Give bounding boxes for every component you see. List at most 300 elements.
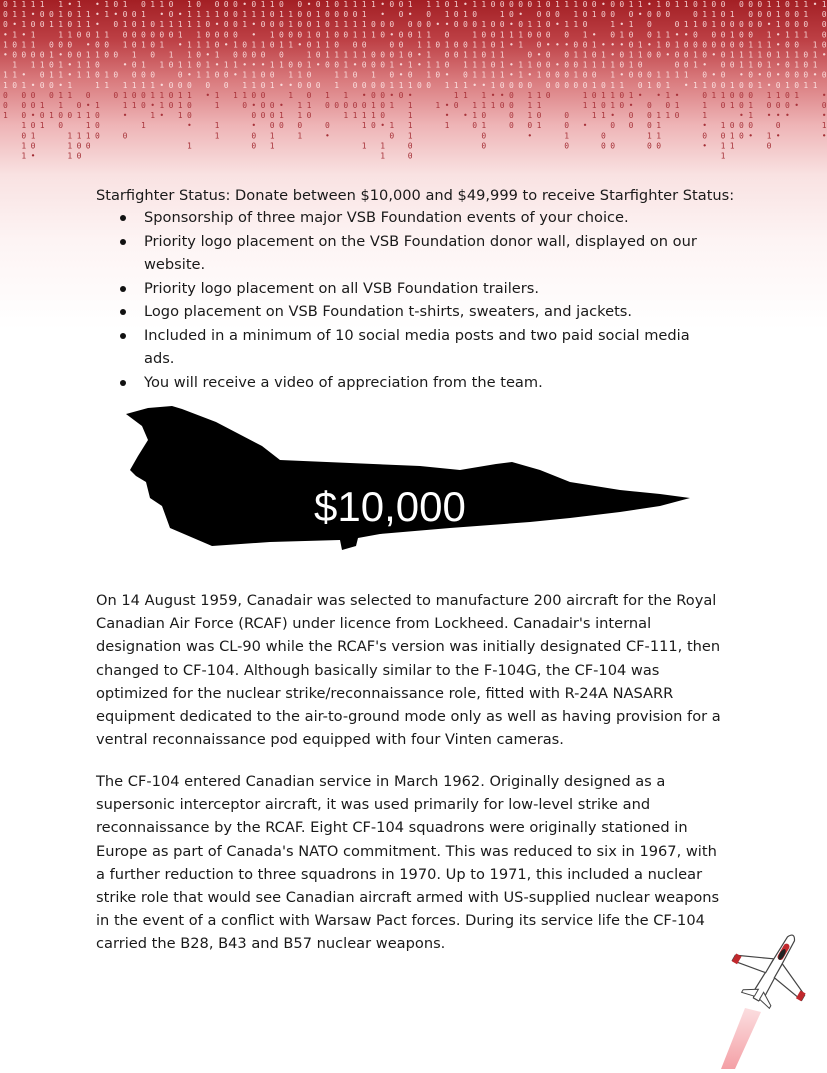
binary-digit: 0 [509,10,514,20]
binary-digit: 1 [85,121,91,131]
binary-digit: 1 [122,0,128,9]
binary-digit: 0 [361,80,367,90]
binary-digit: 0 [21,131,27,141]
binary-digit: • [95,20,100,30]
binary-digit: 1 [76,131,82,141]
binary-digit: 1 [720,151,726,161]
binary-digit: 1 [674,101,680,110]
binary-digit: 1 [481,101,487,110]
binary-digit: 1 [591,60,597,70]
binary-digit: 0 [242,50,248,60]
binary-digit: 0 [619,60,625,70]
binary-digit: 0 [260,80,266,90]
binary-digit: • [389,90,395,100]
binary-digit: 0 [711,30,717,40]
binary-digit: 0 [371,60,376,70]
binary-digit: 1 [812,60,818,70]
binary-digit: 1 [288,90,294,100]
binary-digit: 1 [683,0,689,9]
binary-digit: 0 [407,151,413,161]
binary-digit: 0 [21,101,27,110]
binary-digit: 0 [30,90,36,100]
binary-digit: 1 [150,0,156,9]
binary-digit: • [444,111,450,121]
binary-digit: 1 [407,101,413,110]
binary-digit: 1 [472,70,478,80]
binary-digit: 0 [647,20,652,30]
binary-digit: 1 [306,60,312,70]
binary-digit: 1 [794,30,800,40]
binary-digit: 1 [297,111,303,121]
binary-digit: • [325,131,330,141]
binary-digit: 0 [371,90,376,100]
binary-digit: 1 [628,50,634,60]
binary-digit: • [766,80,772,90]
binary-digit: 1 [775,50,781,60]
binary-digit: 1 [141,40,146,50]
binary-digit: • [214,20,220,30]
binary-digit: 1 [21,40,27,50]
binary-digit: 1 [30,131,36,141]
binary-digit: 1 [233,60,238,70]
binary-digit: 0 [141,90,146,100]
binary-digit: • [499,90,505,100]
binary-digit: 0 [67,40,73,50]
binary-digit: 0 [389,70,395,80]
binary-digit: 0 [343,30,349,40]
binary-digit: 1 [58,60,64,70]
binary-digit: 1 [380,151,386,161]
binary-digit: 0 [803,70,809,80]
binary-digit: 0 [628,121,634,131]
binary-digit: 1 [444,121,450,131]
binary-digit: 0 [729,90,735,100]
binary-digit: 1 [601,111,606,121]
binary-digit: 0 [702,20,708,30]
binary-digit: 0 [113,90,119,100]
binary-digit: 1 [720,141,726,151]
binary-digit: 0 [499,20,505,30]
binary-digit: 1 [361,50,367,60]
binary-digit: 0 [601,101,606,110]
binary-digit: 1 [187,20,192,30]
binary-digit: 1 [85,10,91,20]
binary-digit: 1 [490,70,496,80]
binary-digit: 0 [417,80,422,90]
binary-digit: • [67,60,73,70]
binary-digit: 0 [76,101,82,110]
binary-digit: 1 [794,90,800,100]
binary-digit: 0 [371,20,376,30]
binary-digit: 1 [233,90,238,100]
binary-digit: 1 [610,60,616,70]
starfighter-jet-icon [120,400,700,560]
binary-digit: 1 [58,70,64,80]
binary-digit: 1 [352,50,358,60]
binary-digit: • [150,101,156,110]
binary-digit: • [619,20,625,30]
binary-digit: 0 [122,30,128,40]
binary-digit: 0 [306,20,312,30]
binary-digit: 1 [141,60,146,70]
binary-digit: 0 [564,111,570,121]
binary-digit: • [3,50,8,60]
binary-digit: 1 [739,50,744,60]
binary-digit: 0 [95,121,100,131]
binary-digit: 0 [334,10,340,20]
binary-digit: 1 [361,0,367,9]
binary-digit: 1 [702,101,708,110]
binary-digit: 0 [518,80,524,90]
binary-digit: • [444,101,450,110]
tier-amount: $10,000 [314,483,466,530]
binary-digit: 1 [371,70,376,80]
binary-digit: 0 [573,40,579,50]
binary-digit: 1 [757,80,763,90]
binary-digit: 1 [628,0,634,9]
binary-digit: 0 [306,40,312,50]
binary-digit: 0 [39,10,45,20]
binary-digit: 1 [39,101,45,110]
binary-digit: 1 [343,50,349,60]
binary-digit: 0 [601,80,606,90]
binary-digit: 0 [398,10,404,20]
binary-digit: • [674,90,680,100]
binary-digit: 0 [821,20,827,30]
binary-digit: 0 [407,20,413,30]
binary-digit: 0 [453,101,459,110]
binary-digit: 1 [288,20,294,30]
binary-digit: 1 [30,30,36,40]
binary-digit: 1 [564,131,570,141]
binary-digit: 0 [785,101,790,110]
binary-digit: 0 [674,60,680,70]
binary-digit: 0 [233,20,238,30]
binary-digit: • [775,30,781,40]
binary-digit: • [647,40,652,50]
binary-digit: 1 [426,0,432,9]
binary-digit: 0 [389,40,395,50]
binary-digit: 0 [739,40,744,50]
binary-digit: 1 [775,20,781,30]
binary-digit: 0 [334,0,340,9]
binary-digit: 1 [426,60,432,70]
binary-digit: 0 [361,101,367,110]
binary-digit: • [30,10,36,20]
binary-digit: • [490,90,496,100]
binary-digit: 1 [159,90,165,100]
binary-digit: 0 [564,30,570,40]
binary-digit: 1 [343,20,349,30]
binary-digit: 0 [481,131,487,141]
binary-digit: 1 [453,0,459,9]
binary-digit: 1 [518,40,524,50]
binary-digit: 0 [131,10,137,20]
binary-digit: 1 [352,0,358,9]
binary-digit: 0 [591,90,597,100]
binary-digit: 0 [306,111,312,121]
binary-digit: 0 [242,101,248,110]
binary-digit: 1 [325,50,330,60]
binary-digit: 1 [141,80,146,90]
binary-digit: 0 [729,40,735,50]
binary-digit: 1 [104,0,110,9]
binary-digit: 0 [453,50,459,60]
binary-digit: 1 [205,70,211,80]
binary-digit: 1 [573,20,579,30]
binary-digit: 0 [821,10,827,20]
binary-digit: 0 [545,20,551,30]
binary-digit: 1 [426,40,432,50]
binary-digit: 0 [131,70,137,80]
binary-digit: 0 [113,0,119,9]
binary-digit: 0 [3,101,8,110]
binary-digit: 0 [821,40,827,50]
binary-digit: • [95,0,100,9]
binary-digit: • [187,70,192,80]
binary-digit: 1 [453,80,459,90]
binary-digit: 0 [601,141,606,151]
binary-digit: 1 [711,10,717,20]
binary-digit: • [463,0,468,9]
binary-digit: • [177,40,183,50]
binary-digit: 1 [389,121,395,131]
binary-digit: 1 [279,40,284,50]
binary-digit: 1 [499,30,505,40]
binary-digit: 1 [729,131,735,141]
binary-digit: 1 [260,0,266,9]
binary-digit: 1 [371,111,376,121]
benefits-list [96,206,716,394]
binary-digit: 0 [720,50,726,60]
binary-digit: 0 [591,50,597,60]
binary-digit: 0 [647,121,652,131]
binary-digit: 1 [371,30,376,40]
binary-digit: 1 [67,131,73,141]
binary-digit: • [702,60,708,70]
binary-digit: • [647,0,652,9]
binary-digit: 1 [481,90,487,100]
binary-digit: 1 [775,90,781,100]
binary-digit: 1 [177,20,183,30]
binary-digit: • [3,30,8,40]
binary-digit: 0 [141,101,146,110]
binary-digit: 1 [67,151,73,161]
binary-digit: 1 [67,30,73,40]
binary-digit: 1 [453,90,459,100]
binary-digit: 0 [334,40,340,50]
binary-digit: 0 [739,0,744,9]
binary-digit: 0 [720,10,726,20]
binary-digit: • [509,60,514,70]
binary-digit: 0 [545,10,551,20]
binary-digit: 1 [435,60,441,70]
binary-digit: 1 [610,20,616,30]
binary-digit: 1 [693,60,698,70]
binary-digit: 0 [380,30,386,40]
binary-digit: 0 [361,40,367,50]
binary-digit: 0 [536,10,542,20]
binary-digit: 1 [343,70,349,80]
binary-digit: 0 [647,70,652,80]
binary-digit: 0 [674,111,680,121]
binary-digit: 1 [306,50,312,60]
binary-digit: 0 [555,80,560,90]
binary-digit: 0 [85,30,91,40]
binary-digit: 0 [297,10,303,20]
binary-digit: 0 [545,60,551,70]
binary-digit: 1 [812,50,818,60]
binary-digit: 1 [251,80,257,90]
binary-digit: 0 [315,50,321,60]
binary-digit: • [58,50,64,60]
binary-digit: 0 [647,50,652,60]
binary-digit: 0 [113,50,119,60]
binary-digit: 1 [647,80,652,90]
binary-digit: 0 [205,20,211,30]
binary-digit: 0 [168,30,174,40]
binary-digit: 1 [279,10,284,20]
binary-digit: 0 [260,101,266,110]
binary-digit: 0 [325,121,330,131]
binary-digit: 0 [748,0,754,9]
binary-digit: 1 [610,90,616,100]
binary-digit: 1 [104,10,110,20]
binary-digit: 1 [472,111,478,121]
binary-digit: 0 [251,50,257,60]
binary-digit: 0 [361,60,367,70]
binary-digit: 0 [288,30,294,40]
binary-digit: 1 [251,40,257,50]
binary-digit: 0 [490,30,496,40]
binary-digit: 1 [729,141,735,151]
binary-digit: • [610,50,616,60]
benefit-item: Included in a minimum of 10 social media posts and two paid social media ads. [96,324,716,371]
binary-digit: 1 [794,0,800,9]
binary-digit: • [417,50,422,60]
binary-digit: 0 [67,20,73,30]
binary-digit: 1 [251,10,257,20]
binary-digit: 1 [361,111,367,121]
binary-digit: 1 [12,0,18,9]
binary-digit: 0 [453,20,459,30]
binary-digit: 0 [269,101,275,110]
binary-digit: 0 [371,80,376,90]
binary-digit: 1 [122,101,128,110]
binary-digit: 0 [637,80,643,90]
binary-digit: 0 [794,10,800,20]
binary-digit: 1 [251,70,257,80]
binary-digit: 0 [545,80,551,90]
binary-digit: • [711,50,717,60]
binary-digit: 1 [472,30,478,40]
binary-digit: 0 [536,111,542,121]
binary-digit: 1 [168,50,174,60]
binary-digit: 0 [748,80,754,90]
binary-digit: 0 [582,10,588,20]
binary-digit: 0 [21,50,27,60]
binary-digit: 0 [380,80,386,90]
binary-digit: 1 [361,30,367,40]
binary-digit: 1 [582,30,588,40]
binary-digit: 0 [168,60,174,70]
binary-digit: 0 [665,40,671,50]
binary-digit: 1 [306,101,312,110]
binary-digit: 1 [527,90,533,100]
binary-digit: 0 [251,111,257,121]
binary-digit: 1 [463,80,468,90]
binary-digit: 0 [233,30,238,40]
binary-digit: 0 [803,20,809,30]
history-paragraph: On 14 August 1959, Canadair was selected to manufacture 200 aircraft for the Royal Canadian Air Force (RCAF) under licence from Lockheed. Canadair's internal designation was CL-90 while the RCAF's version was initially designated CF-111, then changed to CF-104. Although basically similar to the F-104G, the CF-104 was optimized for the nuclear strike/reconnaissance role, fitted with R-24A NASARR equipment dedicated to the air-to-ground mode only as well as having provision for a ventral reconnaissance pod equipped with four Vinten cameras. [96,592,721,749]
binary-digit: 0 [564,60,570,70]
binary-digit: 1 [665,111,671,121]
binary-digit: 0 [481,141,487,151]
binary-digit: 0 [251,141,257,151]
binary-digit: 0 [775,80,781,90]
binary-digit: 0 [297,0,303,9]
binary-digit: • [352,60,358,70]
binary-digit: 0 [803,60,809,70]
binary-digit: • [775,60,781,70]
binary-digit: 0 [196,0,202,9]
binary-digit: 1 [573,70,579,80]
binary-digit: 1 [536,90,542,100]
binary-digit: 1 [527,111,533,121]
binary-digit: 1 [95,30,100,40]
binary-digit: 1 [729,10,735,20]
binary-digit: 0 [582,70,588,80]
binary-digit: 1 [407,121,413,131]
binary-digit: • [527,70,533,80]
binary-digit: • [30,80,36,90]
binary-digit: 1 [407,80,413,90]
binary-digit: • [481,80,487,90]
binary-digit: 0 [444,50,450,60]
binary-digit: 1 [141,10,146,20]
binary-digit: 0 [683,40,689,50]
binary-digit: 1 [518,60,524,70]
binary-digit: 1 [233,40,238,50]
binary-digit: 0 [610,10,616,20]
binary-digit: • [821,131,827,141]
binary-digit: 1 [95,80,100,90]
binary-digit: 1 [150,80,156,90]
binary-digit: 1 [417,30,422,40]
binary-digit: 1 [187,10,192,20]
binary-digit: 1 [177,30,183,40]
binary-digit: 1 [499,70,505,80]
binary-digit: 0 [12,50,18,60]
binary-digit: 0 [775,101,781,110]
binary-digit: 1 [499,60,505,70]
binary-digit: 0 [601,10,606,20]
binary-digit: 0 [536,30,542,40]
binary-digit: 0 [187,80,192,90]
binary-digit: • [674,30,680,40]
binary-digit: 1 [610,101,616,110]
binary-digit: 0 [702,70,708,80]
binary-digit: 1 [177,101,183,110]
binary-digit: • [555,60,560,70]
binary-digit: 0 [729,60,735,70]
binary-digit: 0 [720,40,726,50]
binary-digit: 0 [499,80,505,90]
binary-digit: 0 [131,40,137,50]
binary-digit: 1 [260,10,266,20]
binary-digit: • [601,0,606,9]
binary-digit: 1 [3,80,8,90]
